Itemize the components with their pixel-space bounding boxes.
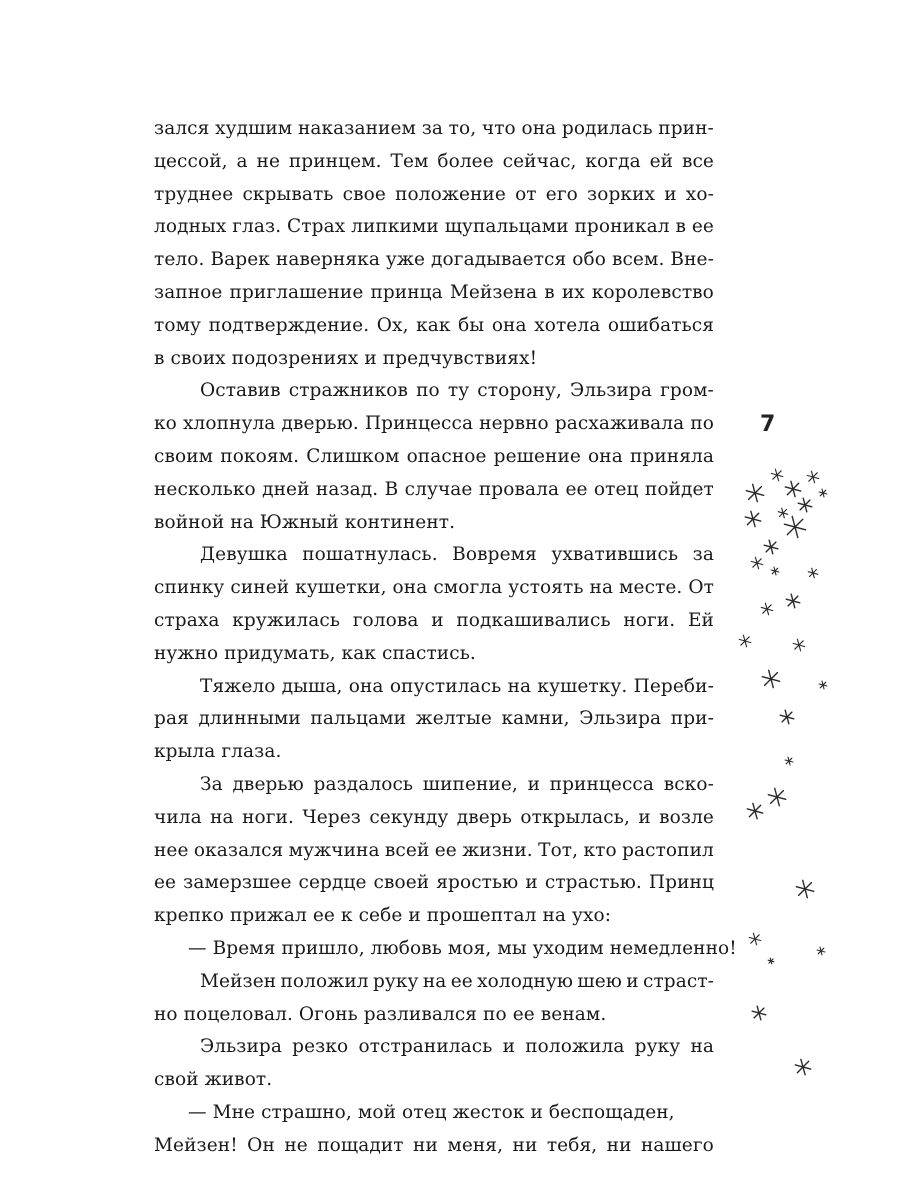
star-icon [819, 681, 827, 689]
text-line: — Мне страшно, мой отец жесток и беспощаден, [188, 1101, 675, 1123]
star-icon [771, 469, 783, 481]
text-line: Мейзен! Он не пощадит ни меня, ни тебя, ни нашего [154, 1134, 714, 1156]
star-icon [751, 557, 763, 569]
text-line: свой живот. [154, 1069, 273, 1091]
text-line: Эльзира резко отстранилась и положила руку на [200, 1036, 714, 1058]
star-icon [768, 788, 785, 805]
star-icon [808, 568, 818, 578]
star-icon [817, 947, 825, 955]
text-line: труднее скрывать свое положение от его зорких и хо- [154, 183, 714, 205]
page-number: 7 [760, 412, 776, 437]
text-line: нее оказался мужчина всей ее жизни. Тот, кто растопил [154, 839, 714, 861]
text-line: запное приглашение принца Мейзена в их королевство [154, 281, 714, 303]
text-line: — Время пришло, любовь моя, мы уходим немедленно! [188, 937, 737, 959]
text-line: Оставив стражников по ту сторону, Эльзира гром- [200, 380, 714, 402]
text-line: крыла глаза. [154, 741, 282, 763]
text-line: крепко прижал ее к себе и прошептал на ухо: [154, 905, 612, 927]
star-icon [746, 484, 763, 501]
text-line: лодных глаз. Страх липкими щупальцами проникал в ее [154, 216, 714, 238]
star-icon [780, 710, 794, 724]
star-icon [747, 803, 762, 818]
text-line: страха кружилась голова и подкашивались ноги. Ей [154, 609, 714, 631]
text-line: рая длинными пальцами желтые камни, Эльзира при- [154, 708, 714, 730]
text-line: тому подтверждение. Ох, как бы она хотела ошибаться [154, 314, 714, 336]
text-line: ко хлопнула дверью. Принцесса нервно расхаживала по [154, 413, 714, 435]
text-line: тело. Варек наверняка уже догадывается обо всем. Вне- [154, 249, 714, 271]
star-decoration [735, 465, 855, 1085]
star-icon [785, 481, 800, 496]
star-icon [768, 958, 774, 964]
text-line: Девушка пошатнулась. Вовремя ухватившись за [200, 544, 714, 566]
text-line: цессой, а не принцем. Тем более сейчас, когда ей все [154, 150, 714, 172]
star-icon [761, 603, 773, 615]
star-icon [739, 635, 751, 647]
star-icon [784, 516, 805, 537]
star-icon [819, 489, 827, 497]
text-line: несколько дней назад. В случае провала ее отец пойдет [154, 478, 714, 500]
text-line: но поцеловал. Огонь разливался по ее венам. [154, 1003, 607, 1025]
star-icon [749, 933, 761, 945]
text-line: войной на Южный континент. [154, 511, 456, 533]
star-icon [762, 670, 779, 687]
text-line: чила на ноги. Через секунду дверь открылась, и возле [154, 806, 714, 828]
star-icon [785, 757, 793, 765]
star-icon [798, 498, 812, 512]
star-icon [795, 1059, 810, 1074]
body-text [154, 113, 737, 1163]
text-line: Тяжело дыша, она опустилась на кушетку. Переби- [200, 675, 714, 697]
text-line: в своих подозрениях и предчувствиях! [154, 347, 538, 369]
star-icon [778, 508, 788, 518]
text-line: зался худшим наказанием за то, что она родилась прин- [154, 118, 714, 139]
text-line: За дверью раздалось шипение, и принцесса вско- [200, 773, 714, 795]
text-line: Мейзен положил руку на ее холодную шею и страст- [200, 970, 714, 992]
star-icon [764, 540, 778, 554]
star-icon [807, 471, 819, 483]
text-line: ее замерзшее сердце своей яростью и страстью. Принц [154, 872, 714, 894]
text-line: своим покоям. Слишком опасное решение она приняла [154, 445, 714, 467]
star-icon [786, 594, 800, 608]
star-icon [793, 639, 805, 651]
star-icon [796, 880, 813, 897]
text-line: нужно придумать, как спастись. [154, 642, 476, 664]
star-icon [752, 1006, 766, 1020]
star-icon [745, 511, 760, 526]
text-line: спинку синей кушетки, она смогла устоять на месте. От [154, 577, 714, 599]
star-icon [771, 567, 779, 575]
